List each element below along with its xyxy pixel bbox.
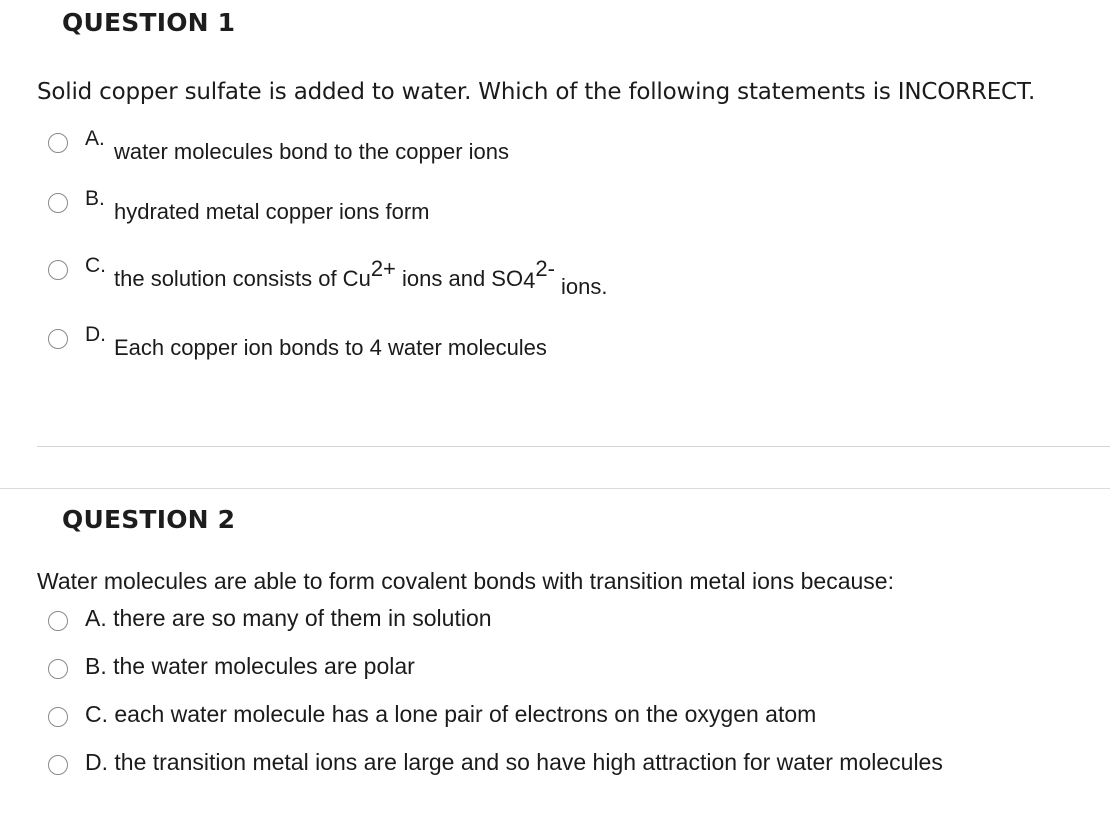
formula-superscript-charge: 2- <box>535 256 555 281</box>
formula-text-post: ions. <box>554 274 608 299</box>
formula-superscript-charge: 2+ <box>370 256 396 281</box>
radio-button-q1-c[interactable] <box>48 260 68 280</box>
option-text: B. the water molecules are polar <box>85 653 415 679</box>
option-text: hydrated metal copper ions form <box>114 199 430 224</box>
option-text: C. each water molecule has a lone pair of electrons on the oxygen atom <box>85 701 817 727</box>
option-text: water molecules bond to the copper ions <box>114 139 510 164</box>
question-1-text: Solid copper sulfate is added to water. Which of the following statements is INCORRECT. <box>37 79 1036 105</box>
option-letter: A. <box>85 127 105 150</box>
formula-text-pre: the solution consists of Cu <box>114 266 371 291</box>
formula-subscript: 4 <box>523 268 536 293</box>
radio-button-q1-d[interactable] <box>48 329 68 349</box>
option-text: D. the transition metal ions are large and so have high attraction for water molecules <box>85 749 943 775</box>
option-text: A. there are so many of them in solution <box>85 605 492 631</box>
radio-button-q1-a[interactable] <box>48 133 68 153</box>
option-text: Each copper ion bonds to 4 water molecules <box>114 335 547 360</box>
question-1-title: QUESTION 1 <box>62 8 236 37</box>
option-letter: D. <box>85 323 106 346</box>
radio-button-q2-b[interactable] <box>48 659 68 679</box>
option-letter: B. <box>85 187 105 210</box>
question-2-title: QUESTION 2 <box>62 505 236 534</box>
radio-button-q2-a[interactable] <box>48 611 68 631</box>
radio-button-q2-c[interactable] <box>48 707 68 727</box>
formula-text-mid: ions and SO <box>395 266 524 291</box>
radio-button-q1-b[interactable] <box>48 193 68 213</box>
section-divider <box>0 488 1110 489</box>
question-2-text: Water molecules are able to form covalent bonds with transition metal ions because: <box>37 568 894 594</box>
option-letter: C. <box>85 254 106 277</box>
question-divider <box>37 446 1110 447</box>
radio-button-q2-d[interactable] <box>48 755 68 775</box>
option-text-formula <box>114 256 608 299</box>
